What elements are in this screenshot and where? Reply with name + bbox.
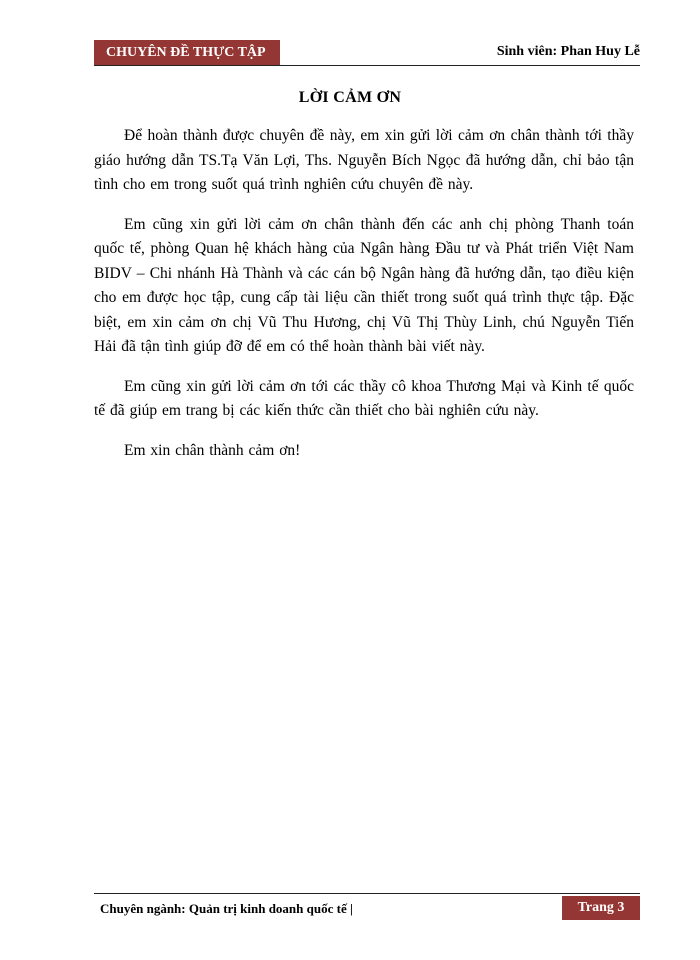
page-number: Trang 3 [562, 896, 640, 920]
paragraph-3: Em cũng xin gửi lời cảm ơn tới các thầy cô khoa Thương Mại và Kinh tế quốc tế đã giúp em trang bị các kiến thức cần thiết cho bài nghiên cứu này. [94, 377, 634, 419]
paragraph-2: Em cũng xin gửi lời cảm ơn chân thành đến các anh chị phòng Thanh toán quốc tế, phòng Quan hệ khách hàng của Ngân hàng Đầu tư và Phát triển Việt Nam BIDV – Chi nhánh Hà Thành và các cán bộ Ngân hàng đã hướng dẫn, tạo điều kiện cho em được học tập, cung cấp tài liệu cần thiết trong suốt quá trình thực tập. Đặc biệt, em xin cảm ơn chị Vũ Thu Hương, chị Vũ Thị Thùy Linh, chú Nguyễn Tiến Hải đã tận tình giúp đỡ để em có thể hoàn thành bài viết này. [94, 215, 634, 355]
header-section-label: CHUYÊN ĐỀ THỰC TẬP [94, 40, 280, 65]
paragraph-4: Em xin chân thành cảm ơn! [124, 441, 301, 459]
paragraph-1: Để hoàn thành được chuyên đề này, em xin gửi lời cảm ơn chân thành tới thầy giáo hướng dẫn TS.Tạ Văn Lợi, Ths. Nguyễn Bích Ngọc đã hướng dẫn, chỉ bảo tận tình cho em trong suốt quá trình nghiên cứu chuyên đề này. [94, 127, 634, 193]
footer-major: Chuyên ngành: Quản trị kinh doanh quốc tế | [100, 901, 353, 916]
header-student-name: Sinh viên: Phan Huy Lễ [496, 44, 640, 59]
header-divider [94, 65, 640, 66]
footer-divider [94, 893, 640, 894]
document-body [94, 124, 634, 478]
page-title: LỜI CẢM ƠN [298, 89, 402, 106]
